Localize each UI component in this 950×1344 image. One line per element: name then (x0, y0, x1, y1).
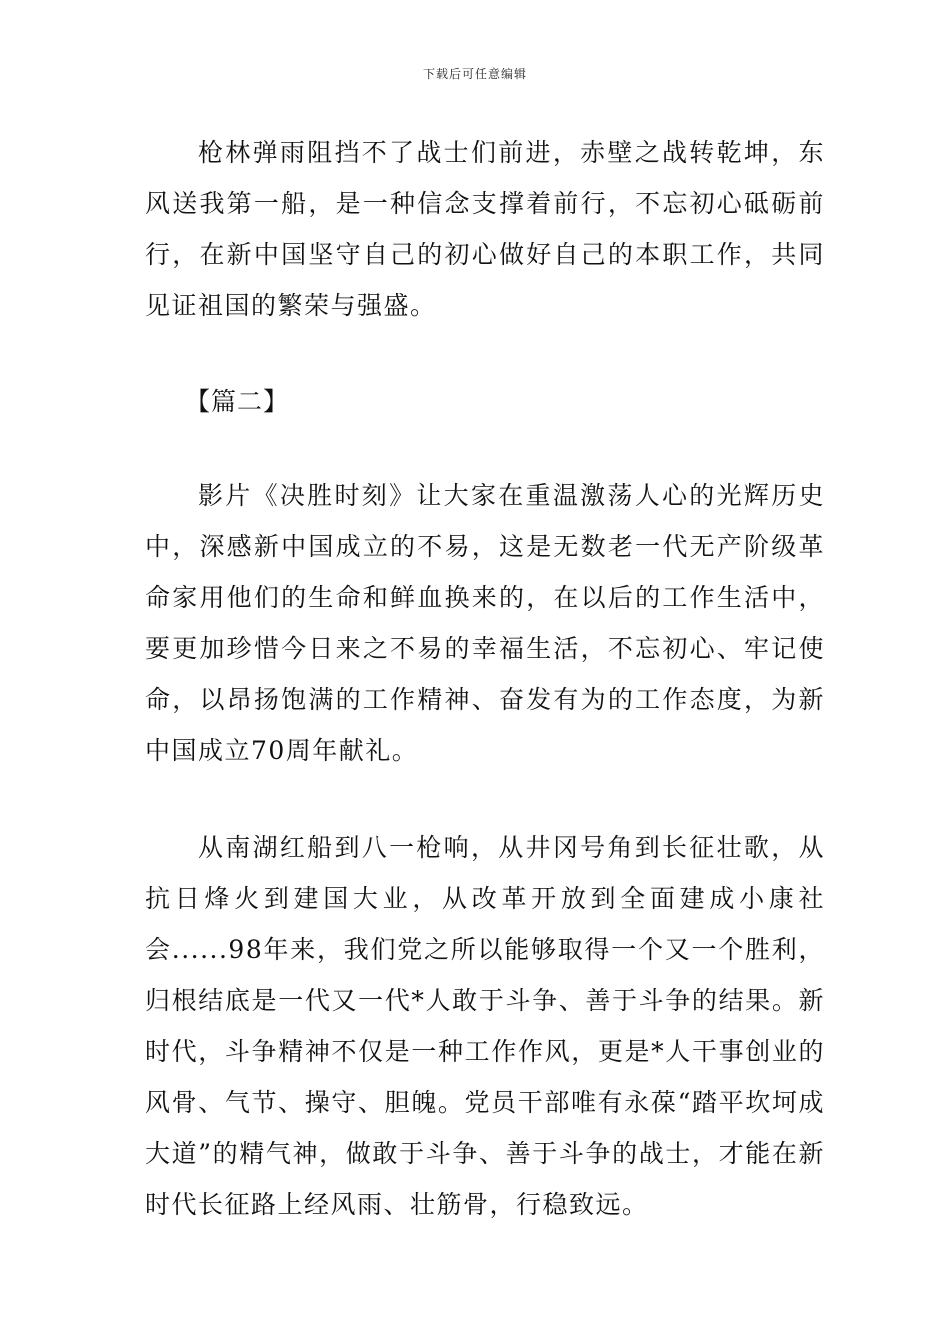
header-note: 下载后可任意编辑 (422, 67, 527, 81)
paragraph-2: 影片《决胜时刻》让大家在重温激荡人心的光辉历史中，深感新中国成立的不易，这是无数老一代无产阶级革命家用他们的生命和鲜血换来的，在以后的工作生活中，要更加珍惜今日来之不易的幸福生活，不忘初心、牢记使命，以昂扬饱满的工作精神、奋发有为的工作态度，为新中国成立70周年献礼。 (145, 481, 825, 765)
paragraph-3: 从南湖红船到八一枪响，从井冈号角到长征壮歌，从抗日烽火到建国大业，从改革开放到全面建成小康社会......98年来，我们党之所以能够取得一个又一个胜利，归根结底是一代又一代*人敢于斗争、善于斗争的结果。新时代，斗争精神不仅是一种工作作风，更是*人干事创业的风骨、气节、操守、胆魄。党员干部唯有永葆“踏平坎坷成大道”的精气神，做敢于斗争、善于斗争的战士，才能在新时代长征路上经风雨、壮筋骨，行稳致远。 (145, 833, 825, 1219)
paragraph-1: 枪林弹雨阻挡不了战士们前进，赤壁之战转乾坤，东风送我第一船，是一种信念支撑着前行，不忘初心砥砺前行，在新中国坚守自己的初心做好自己的本职工作，共同见证祖国的繁荣与强盛。 (145, 138, 825, 320)
section-heading: 【篇二】 (185, 387, 290, 416)
